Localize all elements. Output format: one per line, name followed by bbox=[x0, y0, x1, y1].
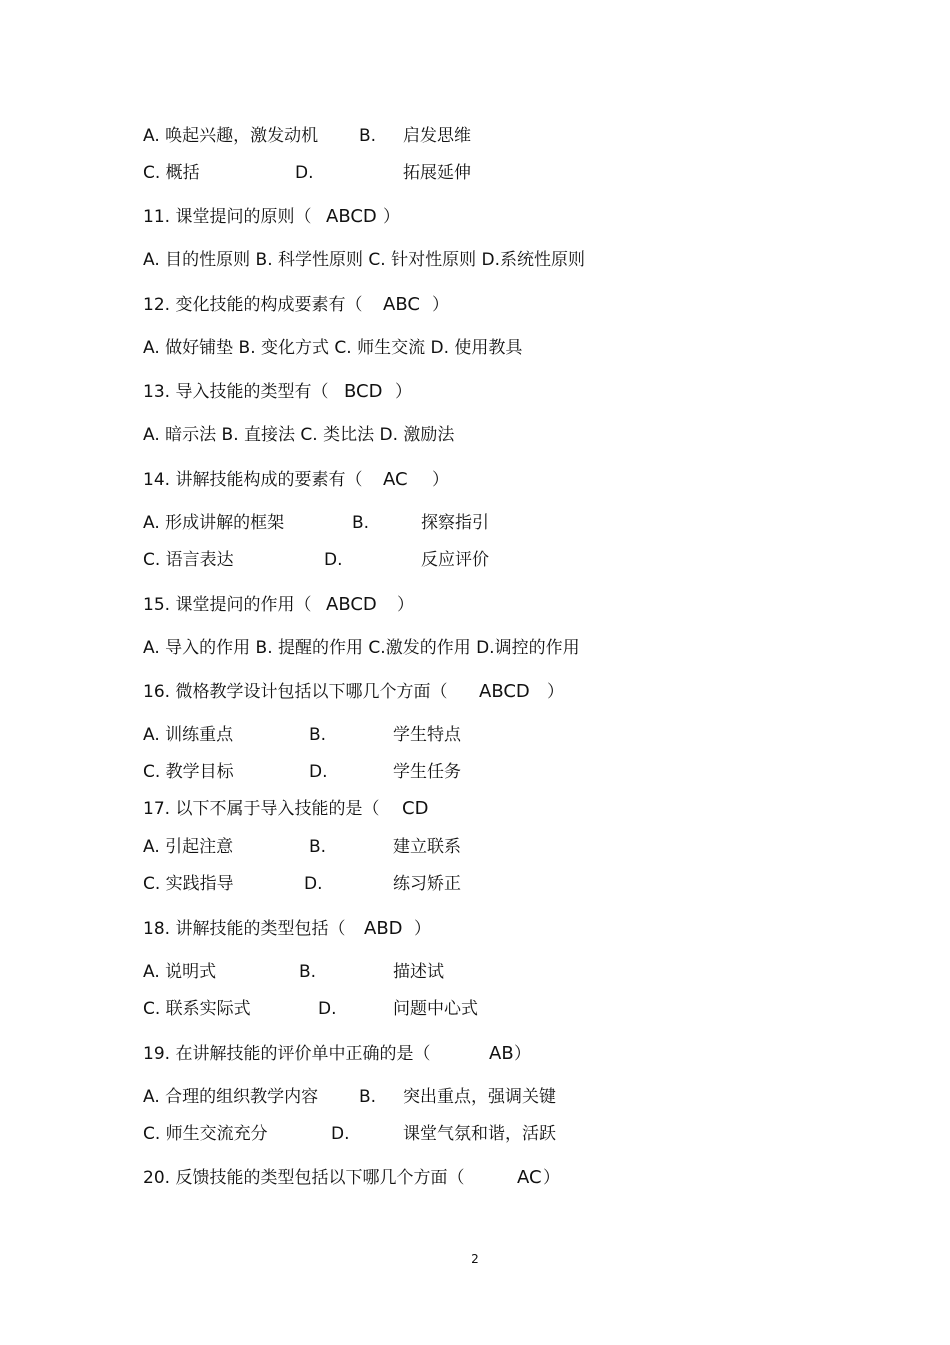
question-close: ） bbox=[432, 295, 449, 315]
option-b-text: 描述试 bbox=[393, 962, 444, 982]
question-close: ） bbox=[514, 1044, 531, 1064]
question-text: 19. 在讲解技能的评价单中正确的是（ bbox=[143, 1044, 431, 1064]
option-b-text: 课堂气氛和谐，活跃 bbox=[403, 1124, 556, 1144]
option-a: A. 合理的组织教学内容 bbox=[143, 1087, 319, 1107]
question-close: ） bbox=[547, 682, 564, 702]
answer: ABCD bbox=[479, 681, 530, 702]
answer: ABCD bbox=[326, 594, 377, 615]
answer: ABC bbox=[383, 294, 420, 315]
option-b-letter: B. bbox=[359, 126, 377, 146]
option-b-letter: D. bbox=[309, 762, 328, 782]
option-a: C. 联系实际式 bbox=[143, 999, 251, 1019]
page-number: 2 bbox=[471, 1252, 479, 1266]
option-b-letter: B. bbox=[309, 837, 327, 857]
question-text: 16. 微格教学设计包括以下哪几个方面（ bbox=[143, 682, 448, 702]
option-b-text: 反应评价 bbox=[421, 550, 489, 570]
option-a: C. 师生交流充分 bbox=[143, 1124, 268, 1144]
option-a: A. 引起注意 bbox=[143, 837, 234, 857]
question-close: ） bbox=[383, 207, 400, 227]
answer: BCD bbox=[344, 381, 383, 402]
option-a: A. 训练重点 bbox=[143, 725, 234, 745]
answer: CD bbox=[402, 798, 429, 819]
option-b-text: 问题中心式 bbox=[393, 999, 478, 1019]
option-b-letter: D. bbox=[295, 163, 314, 183]
option-a: C. 实践指导 bbox=[143, 874, 234, 894]
option-b-letter: D. bbox=[324, 550, 343, 570]
options-text: A. 目的性原则 B. 科学性原则 C. 针对性原则 D.系统性原则 bbox=[143, 250, 585, 270]
option-a: A. 说明式 bbox=[143, 962, 217, 982]
option-b-text: 探察指引 bbox=[421, 513, 489, 533]
option-a: A. 形成讲解的框架 bbox=[143, 513, 285, 533]
option-a: A. 唤起兴趣，激发动机 bbox=[143, 126, 319, 146]
question-text: 12. 变化技能的构成要素有（ bbox=[143, 295, 363, 315]
answer: ABCD bbox=[326, 206, 377, 227]
answer: AC bbox=[383, 469, 408, 490]
question-text: 20. 反馈技能的类型包括以下哪几个方面（ bbox=[143, 1168, 465, 1188]
option-b-letter: B. bbox=[309, 725, 327, 745]
option-b-text: 建立联系 bbox=[393, 837, 461, 857]
option-b-letter: D. bbox=[331, 1124, 350, 1144]
option-b-text: 练习矫正 bbox=[393, 874, 461, 894]
question-close: ） bbox=[432, 470, 449, 490]
option-b-text: 学生特点 bbox=[393, 725, 461, 745]
option-b-letter: D. bbox=[318, 999, 337, 1019]
option-a: C. 语言表达 bbox=[143, 550, 234, 570]
answer: AB bbox=[489, 1043, 514, 1064]
answer: AC bbox=[517, 1167, 542, 1188]
question-text: 17. 以下不属于导入技能的是（ bbox=[143, 799, 380, 819]
options-text: A. 导入的作用 B. 提醒的作用 C.激发的作用 D.调控的作用 bbox=[143, 638, 580, 658]
question-close: ） bbox=[543, 1168, 560, 1188]
option-b-text: 突出重点，强调关键 bbox=[403, 1087, 556, 1107]
options-text: A. 暗示法 B. 直接法 C. 类比法 D. 激励法 bbox=[143, 425, 455, 445]
option-b-letter: B. bbox=[359, 1087, 377, 1107]
question-text: 15. 课堂提问的作用（ bbox=[143, 595, 312, 615]
question-close: ） bbox=[414, 919, 431, 939]
option-a: C. 概括 bbox=[143, 163, 200, 183]
question-close: ） bbox=[395, 382, 412, 402]
option-b-letter: B. bbox=[299, 962, 317, 982]
option-b-letter: D. bbox=[304, 874, 323, 894]
option-b-text: 拓展延伸 bbox=[403, 163, 471, 183]
option-b-text: 学生任务 bbox=[393, 762, 461, 782]
option-b-letter: B. bbox=[352, 513, 370, 533]
question-text: 11. 课堂提问的原则（ bbox=[143, 207, 312, 227]
option-b-text: 启发思维 bbox=[403, 126, 471, 146]
question-close: ） bbox=[397, 595, 414, 615]
option-a: C. 教学目标 bbox=[143, 762, 234, 782]
question-text: 13. 导入技能的类型有（ bbox=[143, 382, 329, 402]
question-text: 14. 讲解技能构成的要素有（ bbox=[143, 470, 363, 490]
answer: ABD bbox=[364, 918, 403, 939]
question-text: 18. 讲解技能的类型包括（ bbox=[143, 919, 346, 939]
options-text: A. 做好铺垫 B. 变化方式 C. 师生交流 D. 使用教具 bbox=[143, 338, 523, 358]
